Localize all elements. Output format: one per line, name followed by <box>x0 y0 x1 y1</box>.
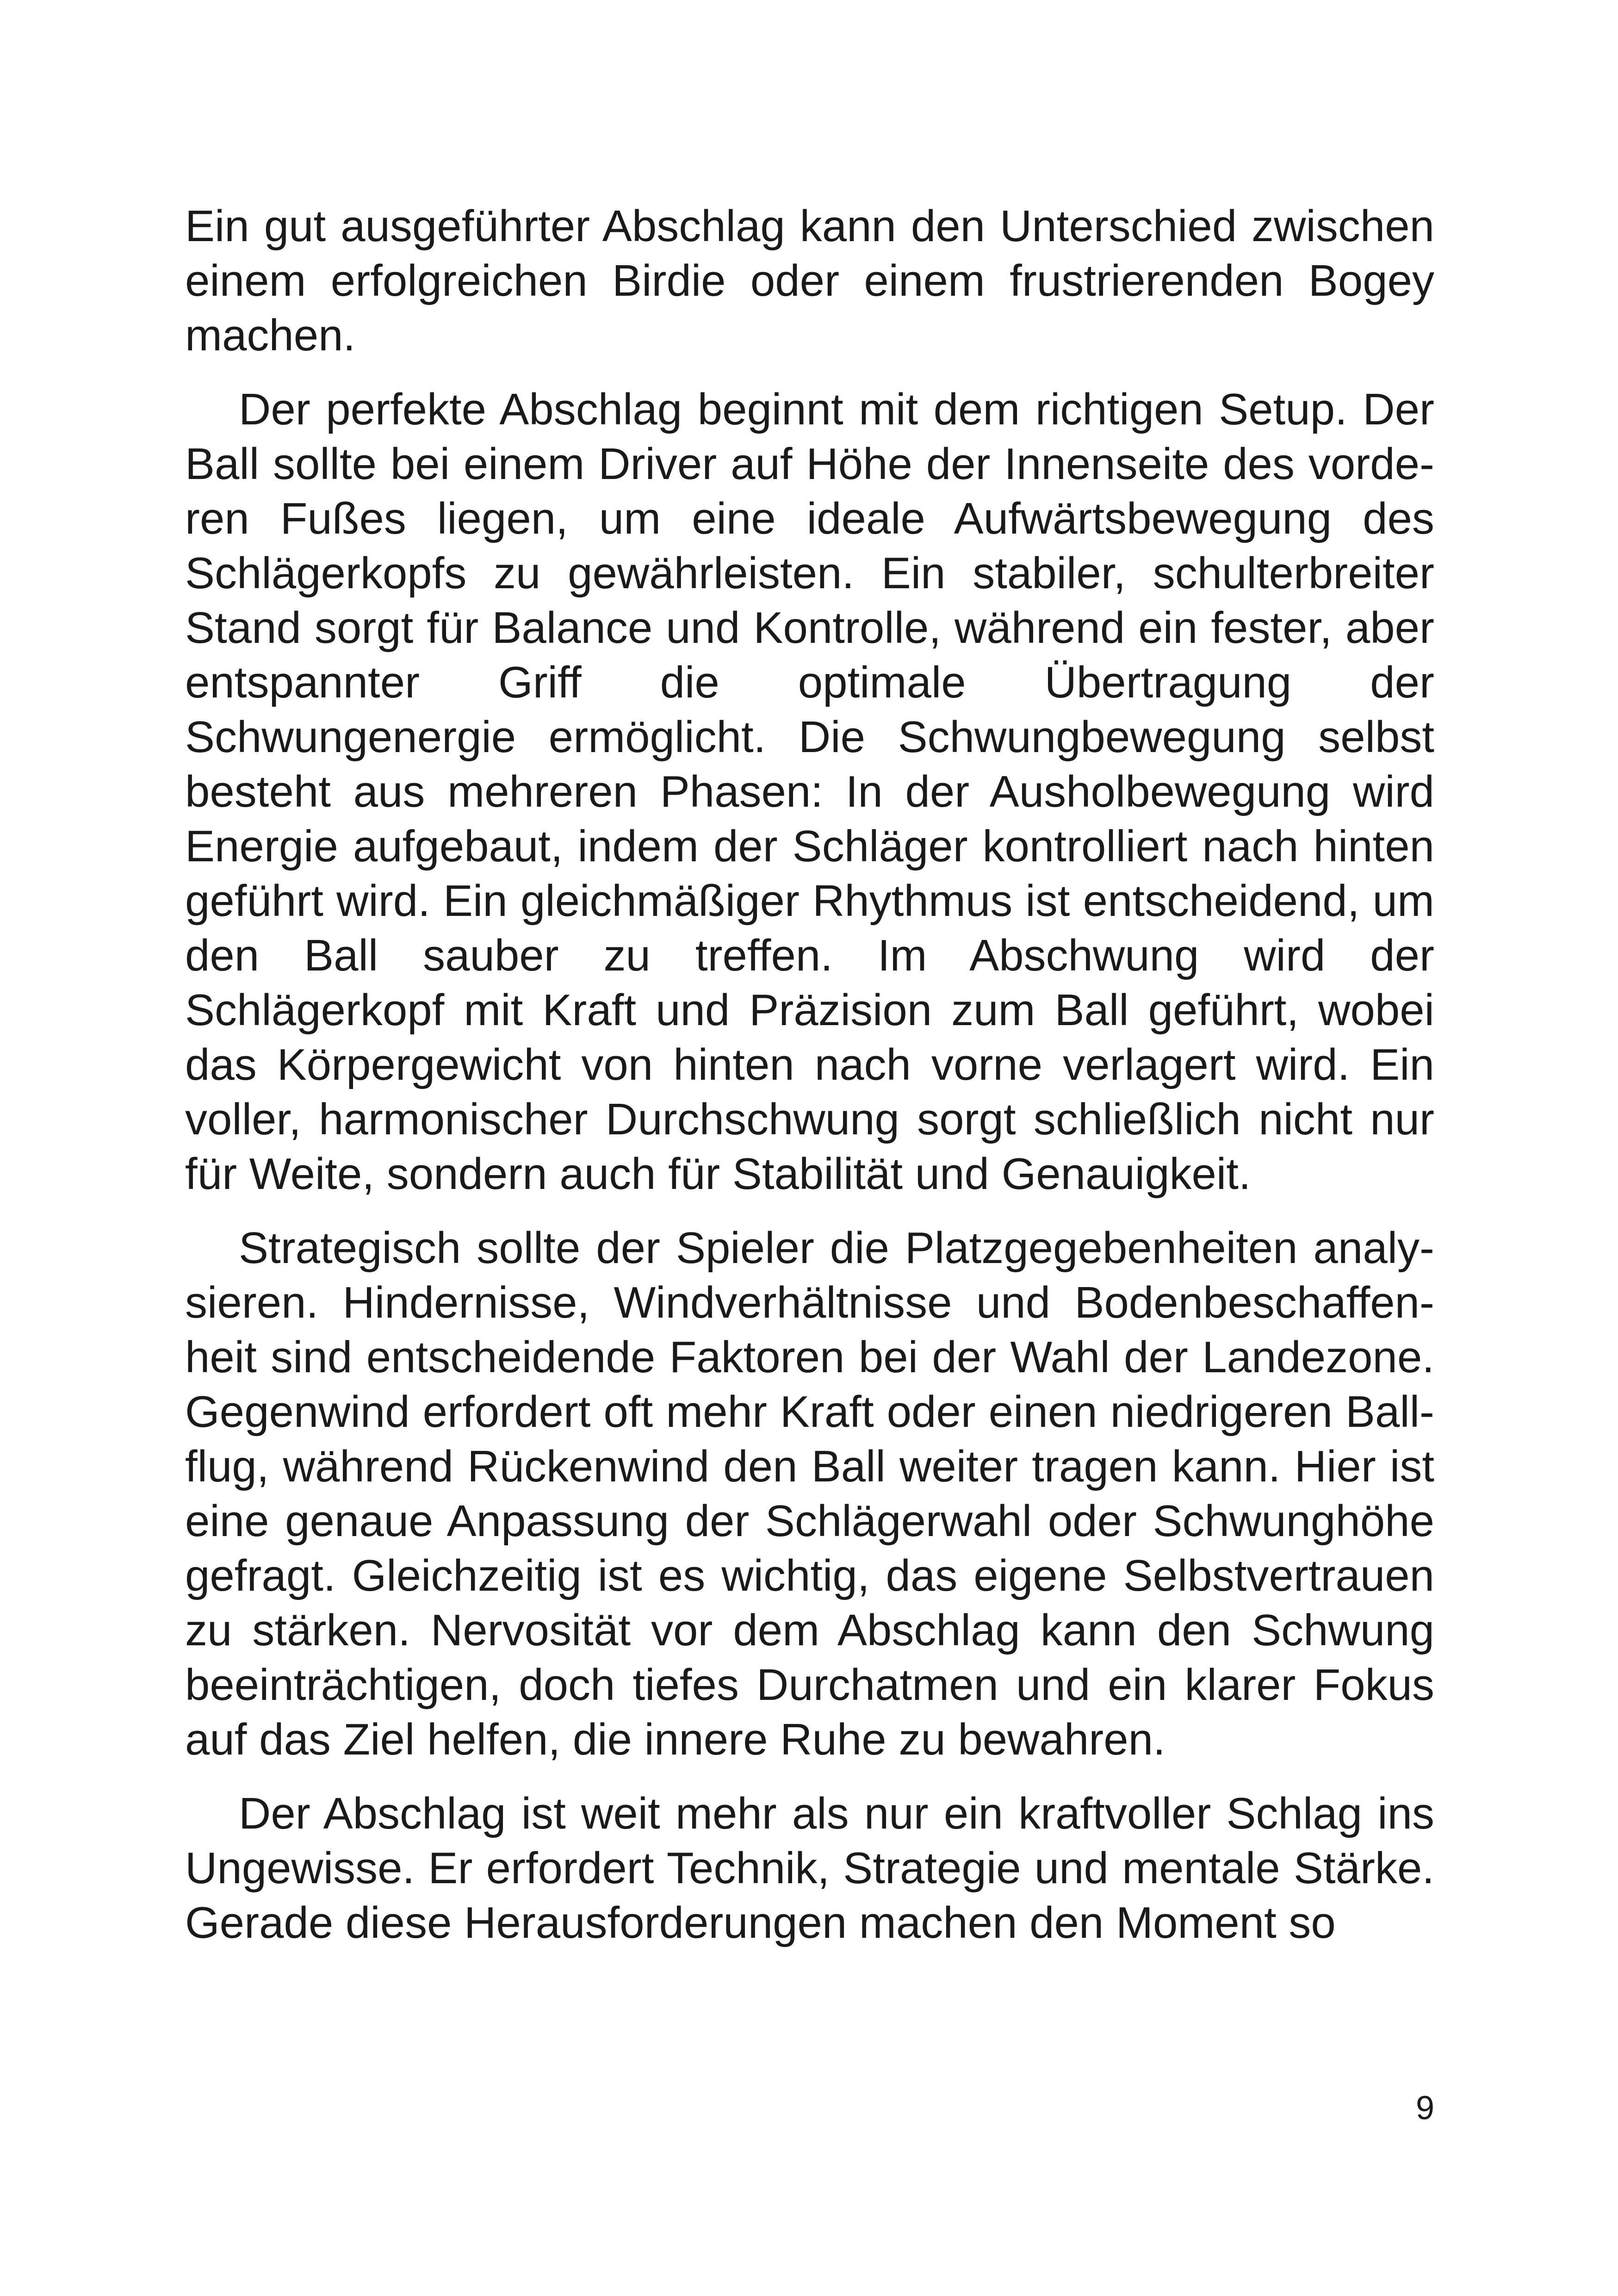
paragraph-strategy: Strategisch sollte der Spieler die Platzgegebenheiten analysieren. Hindernisse, Windverhältnisse und Bodenbeschaffenheit sind entscheidende Faktoren bei der Wahl der Landezone. Gegenwind erfordert oft mehr Kraft oder einen niedrigeren Ballflug, während Rückenwind den Ball weiter tragen kann. Hier ist eine genaue Anpassung der Schlägerwahl oder Schwunghöhe gefragt. Gleichzeitig ist es wichtig, das eigene Selbstvertrauen zu stärken. Nervosität vor dem Abschlag kann den Schwung beeinträchtigen, doch tiefes Durchatmen und ein klarer Fokus auf das Ziel helfen, die innere Ruhe zu bewahren. <box>185 1223 1434 1764</box>
paragraph-setup: Der perfekte Abschlag beginnt mit dem richtigen Setup. Der Ball sollte bei einem Driver auf Höhe der Innenseite des vorderen Fußes liegen, um eine ideale Aufwärtsbewegung des Schlägerkopfs zu gewährleisten. Ein stabiler, schulterbreiter Stand sorgt für Balance und Kontrolle, während ein fester, aber entspannter Griff die optimale Übertragung der Schwungenergie ermöglicht. Die Schwungbewegung selbst besteht aus mehreren Phasen: In der Ausholbewegung wird Energie aufgebaut, indem der Schläger kontrolliert nach hinten geführt wird. Ein gleichmäßiger Rhythmus ist entscheidend, um den Ball sauber zu treffen. Im Abschwung wird der Schlägerkopf mit Kraft und Präzision zum Ball geführt, wobei das Körpergewicht von hinten nach vorne verlagert wird. Ein voller, harmonischer Durchschwung sorgt schließlich nicht nur für Weite, sondern auch für Stabilität und Genauigkeit. <box>185 385 1434 1199</box>
paragraph-conclusion: Der Abschlag ist weit mehr als nur ein kraftvoller Schlag ins Ungewisse. Er erfordert Technik, Strategie und mentale Stärke. Gerade diese Herausforderungen machen den Moment so <box>185 1789 1434 1948</box>
body-text <box>185 199 1434 1970</box>
paragraph-intro: Ein gut ausgeführter Abschlag kann den Unterschied zwischen einem erfolgreichen Birdie oder einem frustrierenden Bogey machen. <box>185 201 1434 360</box>
page-number: 9 <box>1415 2090 1434 2127</box>
